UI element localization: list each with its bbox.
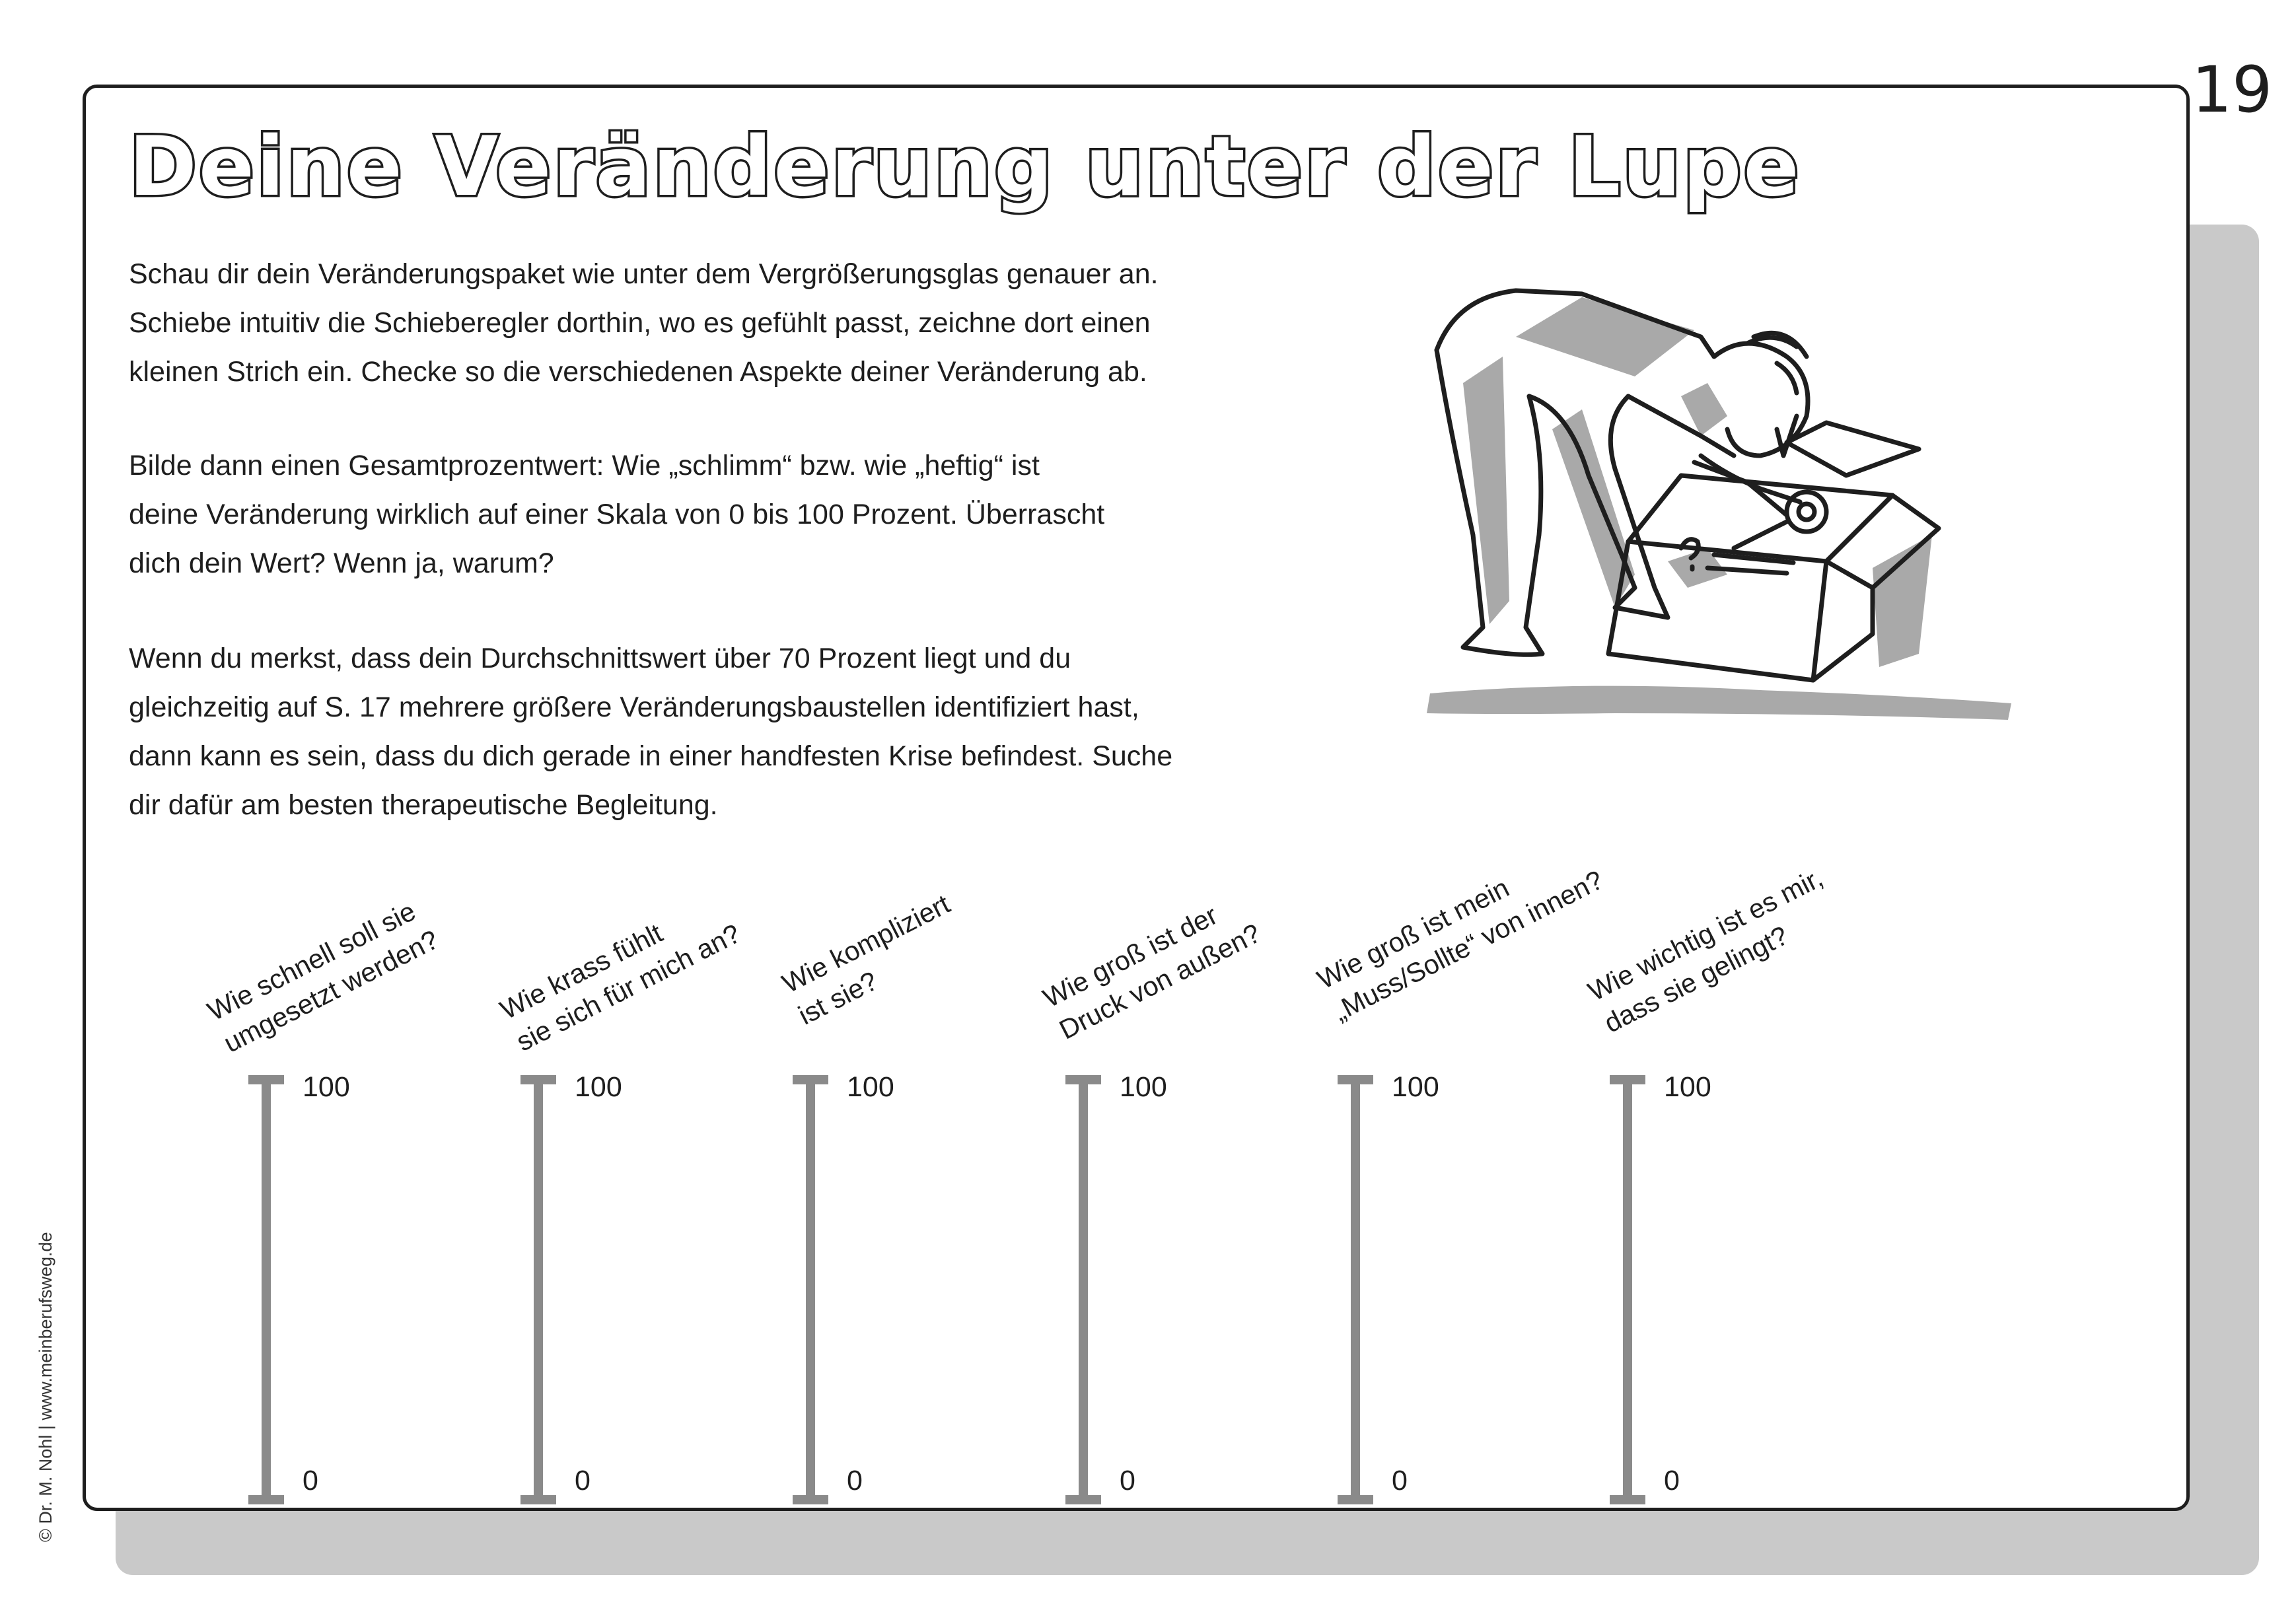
slider-bottom-cap	[1338, 1495, 1373, 1504]
copyright-credit: © Dr. M. Nohl | www.meinberufsweg.de	[36, 1232, 55, 1542]
scale-max-label: 100	[303, 1071, 350, 1103]
slider-top-cap	[1065, 1075, 1101, 1084]
scale-min-label: 0	[847, 1465, 863, 1496]
slider-scale-internal-pressure[interactable]	[1338, 1071, 1450, 1504]
slider-top-cap	[1338, 1075, 1373, 1084]
scale-max-label: 100	[1392, 1071, 1439, 1103]
slider-track[interactable]	[1079, 1075, 1088, 1504]
scale-min-label: 0	[1392, 1465, 1408, 1496]
slider-bottom-cap	[248, 1495, 284, 1504]
slider-scale-speed[interactable]	[248, 1071, 361, 1504]
page-title: Deine Veränderung unter der Lupe	[129, 120, 1801, 215]
percentage-paragraph: Bilde dann einen Gesamtprozentwert: Wie „schlimm“ bzw. wie „heftig“ ist deine Veränderung wirklich auf einer Skala von 0 bis 100 Prozent. Überrascht dich dein Wert? Wenn ja, warum?	[129, 450, 1105, 579]
slider-track[interactable]	[262, 1075, 271, 1504]
slider-track[interactable]	[806, 1075, 815, 1504]
slider-top-cap	[793, 1075, 828, 1084]
slider-scale-complexity[interactable]	[793, 1071, 905, 1504]
scale-min-label: 0	[1120, 1465, 1135, 1496]
slider-track[interactable]	[1351, 1075, 1360, 1504]
question-complexity: Wie kompliziert ist sie?	[777, 888, 955, 1031]
question-speed: Wie schnell soll sie umgesetzt werden?	[202, 896, 444, 1059]
scale-max-label: 100	[575, 1071, 622, 1103]
slider-bottom-cap	[1610, 1495, 1645, 1504]
intro-paragraph: Schau dir dein Veränderungspaket wie unter dem Vergrößerungsglas genauer an. Schiebe intuitiv die Schieberegler dorthin, wo es gefühlt passt, zeichne dort einen kleinen Strich ein. Checke so die verschiedenen Aspekte deiner Veränderung ab.	[129, 258, 1159, 388]
question-importance: Wie wichtig ist es mir, dass sie gelingt?	[1583, 862, 1828, 1039]
scale-min-label: 0	[303, 1465, 318, 1496]
slider-scale-importance[interactable]	[1610, 1071, 1722, 1504]
scale-max-label: 100	[1664, 1071, 1711, 1103]
slider-bottom-cap	[793, 1495, 828, 1504]
page-number: 19	[2192, 53, 2273, 127]
scale-max-label: 100	[1120, 1071, 1167, 1103]
slider-top-cap	[520, 1075, 556, 1084]
person-inspecting-box-with-magnifier-icon	[1417, 258, 2025, 720]
slider-bottom-cap	[1065, 1495, 1101, 1504]
slider-scale-intensity[interactable]	[520, 1071, 633, 1504]
scale-min-label: 0	[575, 1465, 591, 1496]
slider-track[interactable]	[534, 1075, 543, 1504]
scale-min-label: 0	[1664, 1465, 1680, 1496]
scale-max-label: 100	[847, 1071, 894, 1103]
crisis-paragraph: Wenn du merkst, dass dein Durchschnittswert über 70 Prozent liegt und du gleichzeitig auf S. 17 mehrere größere Veränderungsbaustellen identifiziert hast, dann kann es sein, dass du dich gerade in einer handfesten Krise befindest. Suche dir dafür am besten therapeutische Begleitung.	[129, 643, 1173, 821]
question-internal-pressure: Wie groß ist mein „Muss/Sollte“ von innen?	[1312, 864, 1608, 1027]
slider-bottom-cap	[520, 1495, 556, 1504]
slider-track[interactable]	[1623, 1075, 1632, 1504]
slider-top-cap	[1610, 1075, 1645, 1084]
slider-top-cap	[248, 1075, 284, 1084]
question-intensity: Wie krass fühlt sie sich für mich an?	[495, 917, 746, 1057]
question-external-pressure: Wie groß ist der Druck von außen?	[1038, 899, 1266, 1045]
slider-scale-external-pressure[interactable]	[1065, 1071, 1178, 1504]
